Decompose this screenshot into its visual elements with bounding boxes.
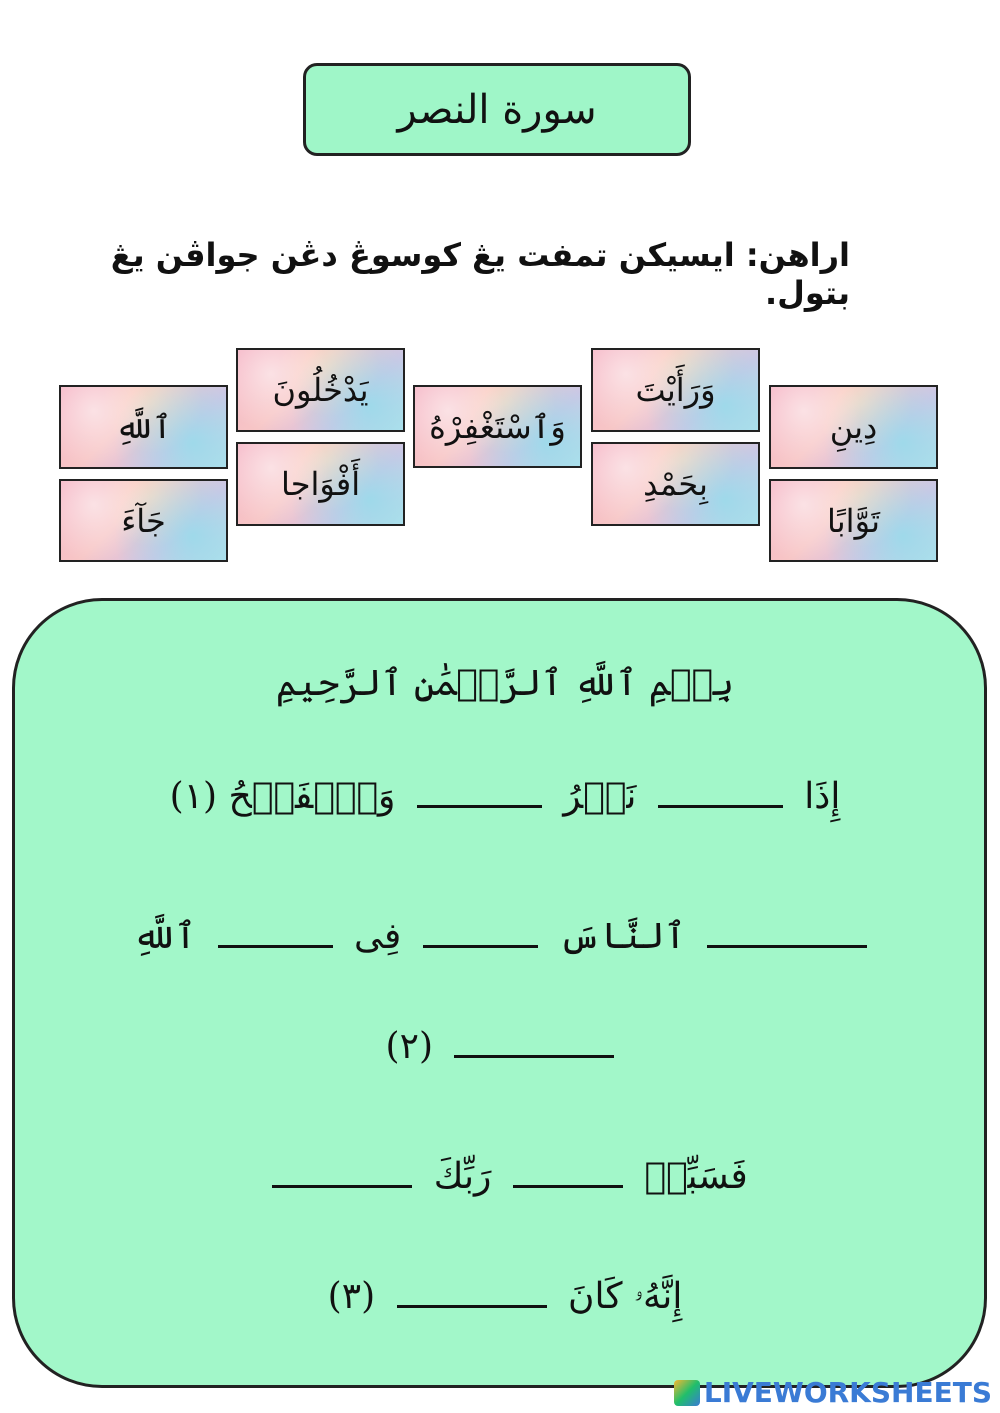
verse-line-1	[55, 771, 955, 817]
word-idha: إِذَا	[804, 776, 841, 817]
word-card-afwaja[interactable]: أَفْوَاجا	[236, 442, 405, 526]
drop-blank-9[interactable]	[397, 1271, 547, 1308]
drop-blank-6[interactable]	[454, 1021, 614, 1058]
page-title: سورة النصر	[303, 63, 691, 156]
word-card-waraayta[interactable]: وَرَأَيْتَ	[591, 348, 760, 432]
drop-blank-5[interactable]	[218, 911, 333, 948]
verse-number-2: (٢)	[385, 1026, 433, 1067]
instruction-text: اراهن: ايسيكن تمفت يڠ كوسوڠ دڠن جواڤن يڠ بتول.	[110, 236, 850, 312]
drop-blank-1[interactable]	[658, 771, 783, 808]
verse-panel	[12, 598, 987, 1388]
verse-line-5	[55, 1271, 955, 1318]
word-allah: ٱللَّهِ	[132, 916, 197, 957]
drop-blank-3[interactable]	[707, 911, 867, 948]
drop-blank-2[interactable]	[417, 771, 542, 808]
word-card-yadkhuluna[interactable]: يَدْخُلُونَ	[236, 348, 405, 432]
word-innahu-kana: إِنَّهُۥ كَانَ	[568, 1276, 683, 1317]
word-rabbika: رَبِّكَ	[433, 1156, 492, 1197]
basmala: بِسۡمِ ٱللَّهِ ٱلرَّحۡمَٰنِ ٱلرَّحِيمِ	[275, 663, 735, 704]
drop-blank-4[interactable]	[423, 911, 538, 948]
word-card-din[interactable]: دِينِ	[769, 385, 938, 469]
word-nasru: نَصۡرُ	[563, 776, 637, 817]
brand-text: LIVEWORKSHEETS	[703, 1376, 992, 1409]
drop-blank-7[interactable]	[513, 1151, 623, 1188]
liveworksheets-logo-icon	[674, 1380, 700, 1406]
verse-line-4	[55, 1151, 955, 1197]
word-fi: فِى	[354, 916, 402, 957]
word-card-bihamdi[interactable]: بِحَمْدِ	[591, 442, 760, 526]
word-card-tawwaba[interactable]: تَوَّابًا	[769, 479, 938, 562]
verse-number-3: (٣)	[327, 1276, 376, 1317]
word-fasabbih: فَسَبِّحۡ	[644, 1156, 748, 1197]
verse-line-3	[55, 1021, 955, 1067]
liveworksheets-logo	[674, 1376, 992, 1409]
word-card-wastaghfirhu[interactable]: وَٱسْتَغْفِرْهُ	[413, 385, 582, 468]
word-walfath-1: وَٱلۡفَتۡحُ (١)	[169, 776, 396, 817]
word-card-jaa[interactable]: جَآءَ	[59, 479, 228, 562]
verse-line-2	[55, 911, 955, 957]
drop-blank-8[interactable]	[272, 1151, 412, 1188]
word-annas: ٱلنَّاسَ	[559, 916, 686, 957]
word-card-allah[interactable]: ٱللَّهِ	[59, 385, 228, 469]
